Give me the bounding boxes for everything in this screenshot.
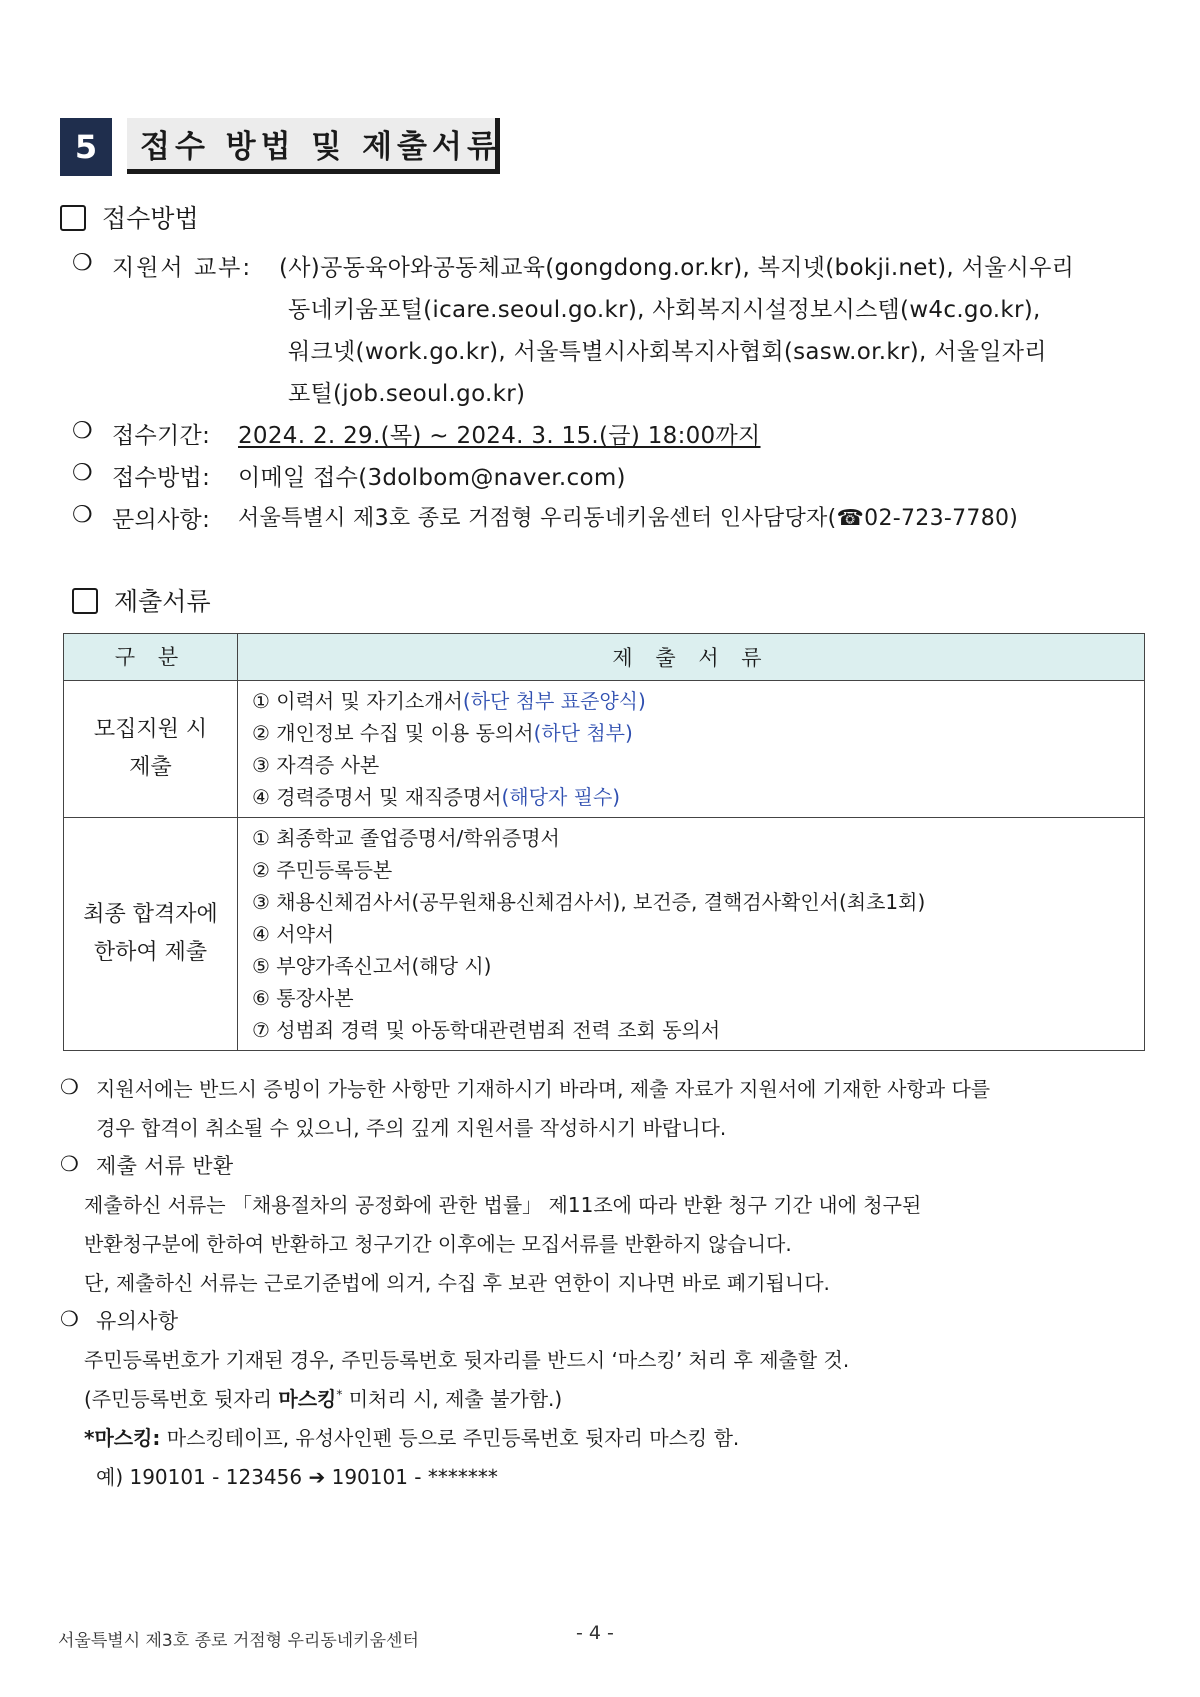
note1-line-2: 경우 합격이 취소될 수 있으니, 주의 깊게 지원서를 작성하시기 바랍니다.: [96, 1116, 727, 1140]
return-line-2: 반환청구분에 한하여 반환하고 청구기간 이후에는 모집서류를 반환하지 않습니다.: [84, 1232, 792, 1256]
distribution-line-2: 동네키움포털(icare.seoul.go.kr), 사회복지시설정보시스템(w4c.go.kr),: [288, 297, 1041, 323]
circle-bullet-icon: ❍: [60, 1152, 79, 1176]
how-value: 이메일 접수(3dolbom@naver.com): [238, 465, 626, 491]
list-item: ③ 자격증 사본: [252, 753, 380, 777]
example-line: 예) 190101 - 123456 ➔ 190101 - *******: [96, 1465, 498, 1489]
circle-bullet-icon: ❍: [72, 502, 93, 528]
how-label: 접수방법:: [112, 465, 211, 491]
section-number: 5: [60, 118, 112, 176]
table-row: [64, 681, 1145, 818]
documents-table: [63, 633, 1145, 1051]
list-item: ① 이력서 및 자기소개서(하단 첨부 표준양식): [252, 689, 646, 713]
row-items: [238, 818, 1145, 1051]
period-label: 접수기간:: [112, 423, 211, 449]
table-header-docs: 제 출 서 류: [238, 634, 1145, 681]
list-item: ③ 채용신체검사서(공무원채용신체검사서), 보건증, 결핵검사확인서(최초1회): [252, 890, 926, 914]
distribution-line-1: (사)공동육아와공동체교육(gongdong.or.kr), 복지넷(bokji.net), 서울시우리: [279, 255, 1075, 281]
row-items: [238, 681, 1145, 818]
circle-bullet-icon: ❍: [72, 460, 93, 486]
row-category: 최종 합격자에 한하여 제출: [64, 818, 238, 1051]
note1-line-1: 지원서에는 반드시 증빙이 가능한 사항만 기재하시기 바라며, 제출 자료가 지원서에 기재한 사항과 다를: [96, 1077, 991, 1101]
distribution-line-4: 포털(job.seoul.go.kr): [288, 381, 526, 407]
list-item: ② 개인정보 수집 및 이용 동의서(하단 첨부): [252, 721, 633, 745]
circle-bullet-icon: ❍: [72, 418, 93, 444]
arrow-right-icon: ➔: [308, 1465, 326, 1489]
contact-label: 문의사항:: [112, 507, 211, 533]
checkbox-icon: [72, 588, 98, 614]
list-item: ④ 서약서: [252, 922, 335, 946]
circle-bullet-icon: ❍: [72, 250, 93, 276]
list-item: ⑥ 통장사본: [252, 986, 354, 1010]
distribution-line-3: 워크넷(work.go.kr), 서울특별시사회복지사협회(sasw.or.kr), 서울일자리: [288, 339, 1047, 365]
footer-org: 서울특별시 제3호 종로 거점형 우리동네키움센터: [58, 1631, 419, 1651]
method-heading: 접수방법: [102, 204, 199, 233]
circle-bullet-icon: ❍: [60, 1075, 79, 1099]
return-heading: 제출 서류 반환: [96, 1154, 234, 1178]
section-title: 접수 방법 및 제출서류: [127, 118, 500, 174]
checkbox-icon: [60, 205, 86, 231]
list-item: ⑦ 성범죄 경력 및 아동학대관련범죄 전력 조회 동의서: [252, 1018, 721, 1042]
masking-line: *마스킹: 마스킹테이프, 유성사인펜 등으로 주민등록번호 뒷자리 마스킹 함.: [84, 1426, 740, 1450]
distribution-label: 지원서 교부:: [112, 255, 253, 281]
row-category: 모집지원 시 제출: [64, 681, 238, 818]
list-item: ⑤ 부양가족신고서(해당 시): [252, 954, 492, 978]
contact-value: 서울특별시 제3호 종로 거점형 우리동네키움센터 인사담당자(☎02-723-7780): [238, 506, 1019, 531]
caution-line-1: 주민등록번호가 기재된 경우, 주민등록번호 뒷자리를 반드시 ‘마스킹’ 처리 후 제출할 것.: [84, 1348, 850, 1372]
return-line-1: 제출하신 서류는 「채용절차의 공정화에 관한 법률」 제11조에 따라 반환 청구 기간 내에 청구된: [84, 1193, 922, 1217]
circle-bullet-icon: ❍: [60, 1307, 79, 1331]
return-line-3: 단, 제출하신 서류는 근로기준법에 의거, 수집 후 보관 연한이 지나면 바로 폐기됩니다.: [84, 1271, 830, 1295]
page-number: - 4 -: [576, 1622, 614, 1644]
table-header-category: 구 분: [64, 634, 238, 681]
period-value: 2024. 2. 29.(목) ~ 2024. 3. 15.(금) 18:00까지: [238, 423, 761, 449]
table-row: [64, 818, 1145, 1051]
documents-heading: 제출서류: [114, 587, 211, 616]
list-item: ② 주민등록등본: [252, 858, 393, 882]
caution-line-2: (주민등록번호 뒷자리 마스킹* 미처리 시, 제출 불가함.): [84, 1387, 563, 1411]
caution-heading: 유의사항: [96, 1309, 179, 1333]
list-item: ④ 경력증명서 및 재직증명서(해당자 필수): [252, 785, 621, 809]
list-item: ① 최종학교 졸업증명서/학위증명서: [252, 826, 560, 850]
